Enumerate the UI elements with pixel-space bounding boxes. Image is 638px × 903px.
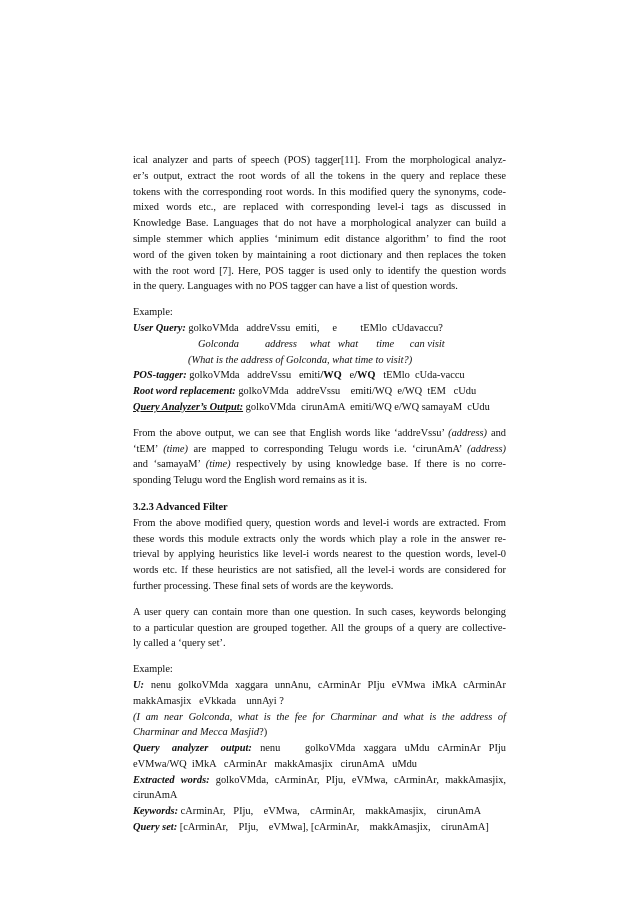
- gloss-segment: (time): [163, 443, 188, 455]
- text-line: mixed words etc., are replaced with corresponding level-i tags as discussed in: [133, 202, 506, 214]
- user-query-text: golkoVMda addreVssu emiti, e tEMlo cUdavaccu?: [185, 322, 443, 334]
- root-replacement-text: golkoVMda addreVssu emiti/WQ e/WQ tEM cUdu: [235, 386, 477, 398]
- query-set-line: [133, 820, 506, 836]
- section-heading: 3.2.3 Advanced Filter: [133, 501, 228, 513]
- query-analyzer-output-label: Query Analyzer’s Output:: [133, 401, 244, 413]
- query-set-text: [cArminAr, PIju, eVMwa], [cArminAr, makkAmasjix, cirunAmA]: [177, 822, 489, 834]
- user-utterance-label: U:: [133, 679, 144, 691]
- user-query-line: [133, 321, 506, 337]
- text-line: these words this module extracts only the words which play a role in the answer re-: [133, 533, 506, 545]
- user-utterance-text: nenu golkoVMda xaggara unnAnu, cArminAr PIju eVMwa iMkA cArminAr: [143, 679, 506, 691]
- text-line: simple stemmer which applies ‘minimum edit distance algorithm’ to find the root: [133, 233, 506, 245]
- text-segment: are mapped to corresponding Telugu words i.e. ‘cirunAmA’: [188, 443, 468, 455]
- translation-line: [133, 725, 506, 741]
- user-utterance-text: makkAmasjix eVkkada unnAyi ?: [133, 695, 284, 707]
- example-block-1: [133, 305, 506, 416]
- extracted-words-text: golkoVMda, cArminAr, PIju, eVMwa, cArminAr, makkAmasjix,: [209, 774, 506, 786]
- extracted-words-text: cirunAmA: [133, 790, 178, 802]
- query-set-label: Query set:: [133, 822, 178, 834]
- text-segment: and: [487, 427, 506, 439]
- text-line: [133, 426, 506, 442]
- paragraph-output-explanation: [133, 426, 506, 489]
- text-line: in the query. Languages with no POS tagger can have a list of question words.: [133, 281, 458, 293]
- gloss-segment: (time): [205, 459, 231, 471]
- text-line: words etc. If these heuristics are not satisfied, all the level-i words are considered for: [133, 565, 506, 577]
- extracted-words-label: Extracted words:: [133, 774, 210, 786]
- query-analyzer-output-label: Query analyzer output:: [133, 743, 252, 755]
- text-segment: respectively by using knowledge base. If there is no corre-: [230, 459, 506, 471]
- text-line: further processing. These final sets of words are the keywords.: [133, 580, 394, 592]
- example-label: Example:: [133, 664, 173, 676]
- text-line: with the root word [7]. Here, POS tagger is used only to identify the question words: [133, 265, 506, 277]
- query-analyzer-output-text: golkoVMda cirunAmA emiti/WQ e/WQ samayaM cUdu: [243, 401, 490, 413]
- text-line: trieval by applying heuristics like level-i words nearest to the question words, level-0: [133, 549, 506, 561]
- translation-segment: ?): [259, 727, 268, 739]
- query-analyzer-output-line: [133, 400, 506, 416]
- text-line: From the above modified query, question words and level-i words are extracted. From: [133, 517, 506, 529]
- gloss-line: Golconda address what what time can visit: [198, 338, 445, 350]
- example-block-2: [133, 662, 506, 836]
- gloss-segment: (address): [448, 427, 487, 439]
- user-query-label: User Query:: [133, 322, 186, 334]
- user-utterance-line: [133, 678, 506, 694]
- wq-tag: /WQ: [320, 370, 342, 382]
- example-label: Example:: [133, 307, 173, 319]
- text-line: ical analyzer and parts of speech (POS) tagger[11]. From the morphological analyz-: [133, 155, 506, 166]
- text-line: word of the given token by maintaining a root dictionary and then replaces the token: [133, 249, 506, 261]
- wq-tag: /WQ: [354, 370, 376, 382]
- gloss-segment: (address): [467, 443, 506, 455]
- query-analyzer-output-line: [133, 741, 506, 757]
- pos-tagger-line: [133, 368, 506, 384]
- text-line: er’s output, extract the root words of all the tokens in the query and replace these: [133, 170, 506, 182]
- query-analyzer-output-text: nenu golkoVMda xaggara uMdu cArminAr PIju: [251, 743, 507, 755]
- text-segment: ‘tEM’: [133, 443, 164, 455]
- text-line: A user query can contain more than one question. In such cases, keywords belonging: [133, 606, 506, 618]
- text-line: sponding Telugu word the English word remains as it is.: [133, 475, 368, 487]
- paragraph-query-set: [133, 605, 506, 652]
- keywords-text: cArminAr, PIju, eVMwa, cArminAr, makkAmasjix, cirunAmA: [178, 806, 482, 818]
- text-line: to a particular question are grouped together. All the groups of a query are collective-: [133, 622, 506, 634]
- text-line: Knowledge Base. Languages that do not have a morphological analyzer can build a: [133, 218, 506, 230]
- pos-tagger-label: POS-tagger:: [133, 370, 187, 382]
- pos-text: e: [341, 370, 355, 382]
- text-column: [133, 153, 506, 836]
- pos-text: golkoVMda addreVssu emiti: [186, 370, 321, 382]
- keywords-line: [133, 804, 506, 820]
- paragraph-morphology: [133, 153, 506, 295]
- text-segment: and ‘samayaM’: [133, 459, 206, 471]
- pos-text: tEMlo cUda-vaccu: [375, 370, 465, 382]
- root-replacement-label: Root word replacement:: [133, 386, 236, 398]
- text-line: tokens with the corresponding root words. In this modified query the synonyms, code-: [133, 186, 506, 198]
- translation-line: (I am near Golconda, what is the fee for Charminar and what is the address of: [133, 711, 506, 723]
- translation-line: (What is the address of Golconda, what time to visit?): [188, 354, 413, 366]
- paragraph-advanced-filter: [133, 516, 506, 595]
- query-analyzer-output-text: eVMwa/WQ iMkA cArminAr makkAmasjix cirunAmA uMdu: [133, 758, 417, 770]
- text-line: [133, 457, 506, 473]
- root-replacement-line: [133, 384, 506, 400]
- keywords-label: Keywords:: [133, 806, 179, 818]
- extracted-words-line: [133, 773, 506, 789]
- translation-segment: Charminar and Mecca Masjid: [133, 727, 260, 739]
- text-line: [133, 442, 506, 458]
- text-segment: From the above output, we can see that English words like ‘addreVssu’: [133, 427, 449, 439]
- text-line: ly called a ‘query set’.: [133, 638, 226, 650]
